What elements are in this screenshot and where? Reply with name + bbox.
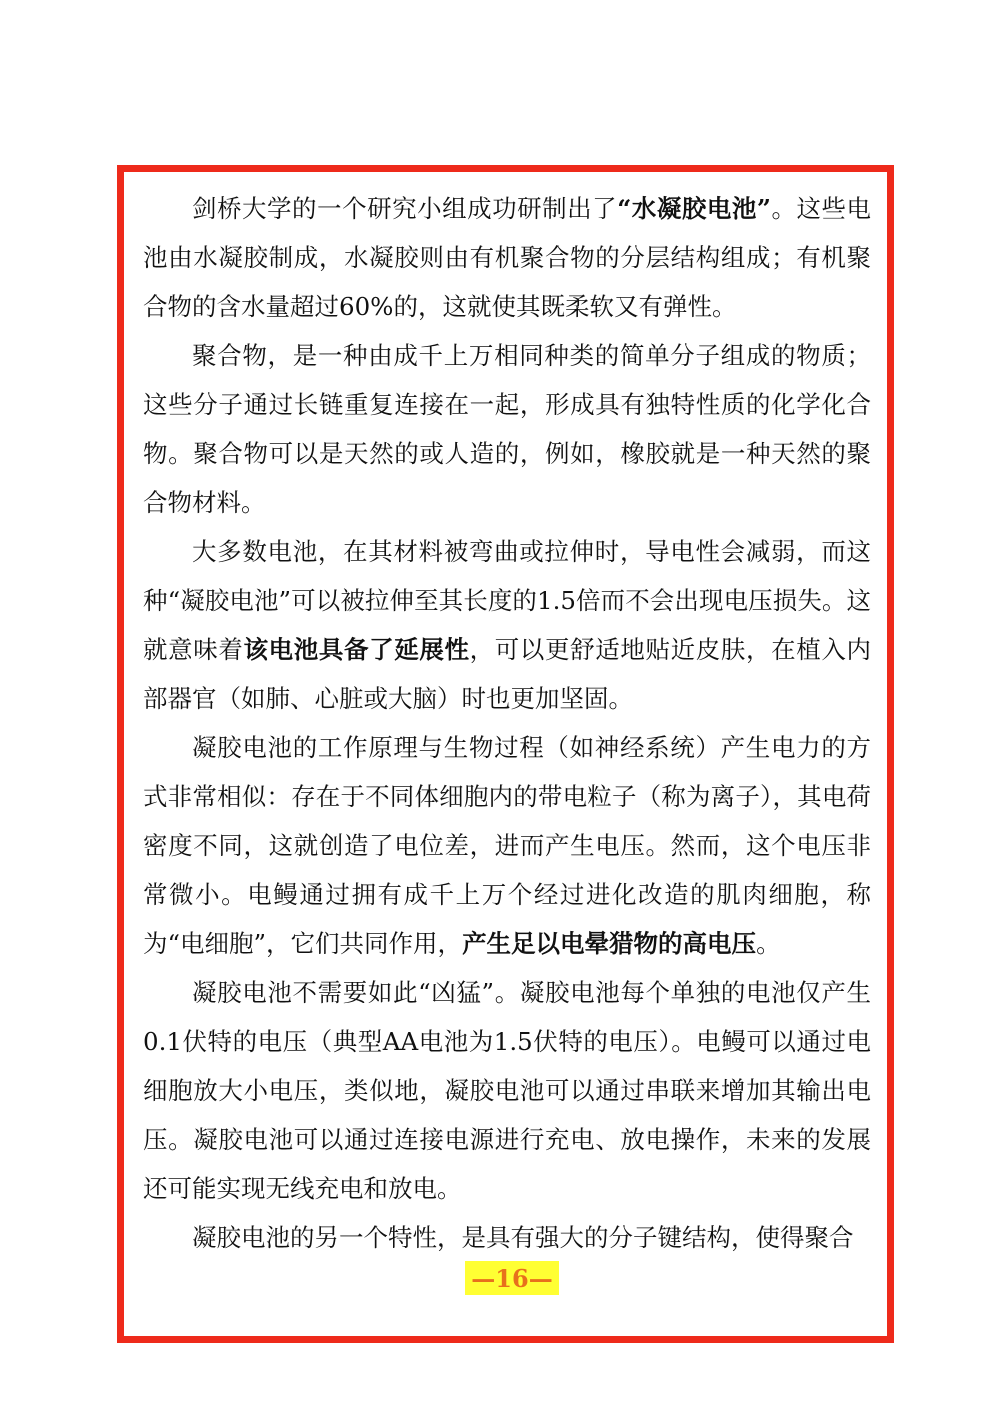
text-run: ，可以更舒适地贴近皮肤，在植入内部器官（如肺、心脏或大脑）时也更加坚固。 [143, 635, 871, 713]
paragraph [143, 723, 871, 968]
text-run: 聚合物，是一种由成千上万相同种类的简单分子组成的物质；这些分子通过长链重复连接在一起，形成具有独特性质的化学化合物。聚合物可以是天然的或人造的，例如，橡胶就是一种天然的聚合物材料。 [143, 341, 871, 517]
text-run-bold: 该电池具备了延展性 [243, 635, 470, 664]
text-run-bold: 产生足以电晕猎物的高电压 [462, 929, 757, 958]
text-run: 。 [756, 929, 781, 958]
text-run: 凝胶电池的另一个特性，是具有强大的分子键结构，使得聚合 [192, 1223, 854, 1252]
page-frame [117, 165, 894, 1343]
article-body [143, 184, 871, 1262]
paragraph [143, 184, 871, 331]
paragraph [143, 331, 871, 527]
text-run-bold: “水凝胶电池” [617, 194, 771, 223]
page-number: —16— [465, 1261, 559, 1295]
text-run: 大多数电池，在其材料被弯曲或拉伸时，导电性会减弱，而这种“凝胶电池”可以被拉伸至其长度的1.5倍而不会出现电压损失。这就意味着 [143, 537, 871, 664]
paragraph [143, 527, 871, 723]
paragraph [143, 1213, 871, 1262]
paragraph [143, 968, 871, 1213]
text-run: 剑桥大学的一个研究小组成功研制出了 [192, 194, 618, 223]
text-run: 凝胶电池不需要如此“凶猛”。凝胶电池每个单独的电池仅产生0.1伏特的电压（典型AA电池为1.5伏特的电压）。电鳗可以通过电细胞放大小电压，类似地，凝胶电池可以通过串联来增加其输出电压。凝胶电池可以通过连接电源进行充电、放电操作，未来的发展还可能实现无线充电和放电。 [143, 978, 871, 1203]
text-run: 。这些电池由水凝胶制成，水凝胶则由有机聚合物的分层结构组成；有机聚合物的含水量超过60%的，这就使其既柔软又有弹性。 [143, 194, 872, 321]
text-run: 凝胶电池的工作原理与生物过程（如神经系统）产生电力的方式非常相似：存在于不同体细胞内的带电粒子（称为离子），其电荷密度不同，这就创造了电位差，进而产生电压。然而，这个电压非常微小。电鳗通过拥有成千上万个经过进化改造的肌肉细胞，称为“电细胞”，它们共同作用， [143, 733, 871, 958]
